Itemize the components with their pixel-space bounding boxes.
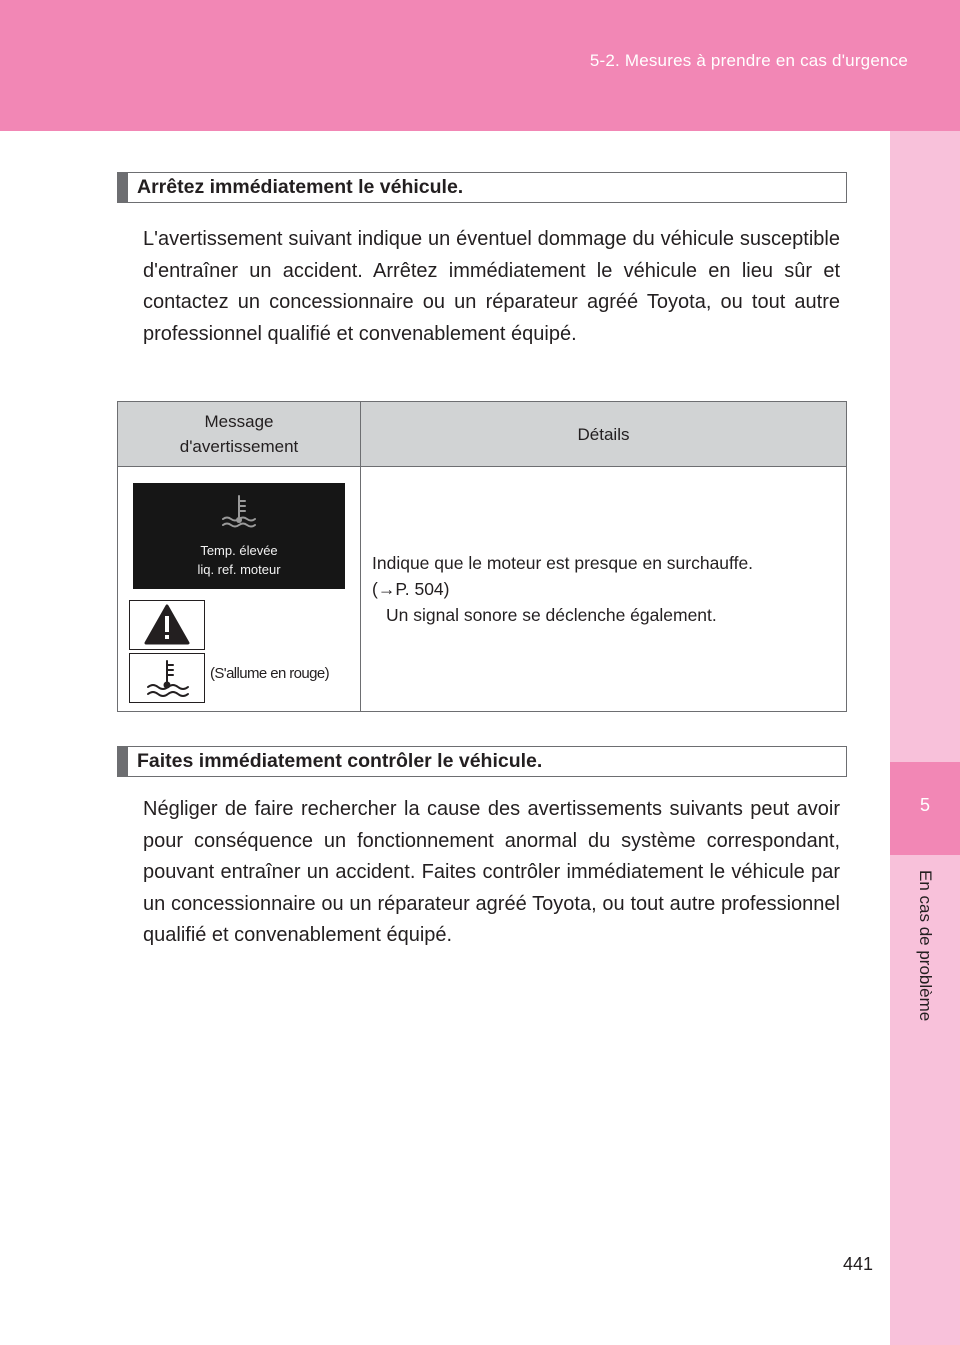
chapter-label-text: En cas de problème xyxy=(916,870,935,1022)
section-heading-stop xyxy=(117,172,847,203)
heading-text: Faites immédiatement contrôler le véhicule. xyxy=(137,750,543,772)
table-row xyxy=(118,467,847,712)
display-screen xyxy=(133,483,345,589)
page-number: 441 xyxy=(843,1254,874,1274)
chapter-number: 5 xyxy=(919,795,930,815)
page-header xyxy=(0,0,960,131)
coolant-temperature-icon xyxy=(220,493,258,531)
warning-table xyxy=(117,401,847,712)
column-header-details: Détails xyxy=(361,402,847,467)
coolant-temperature-icon xyxy=(130,654,204,702)
details-line2: (→P. 504) xyxy=(372,579,450,599)
screen-text-line1: Temp. élevée xyxy=(200,543,278,558)
chapter-sidebar xyxy=(890,131,960,1345)
heading-bar xyxy=(118,747,128,776)
screen-text-line2: liq. ref. moteur xyxy=(197,562,281,577)
message-cell xyxy=(118,467,361,712)
section-title: 5-2. Mesures à prendre en cas d'urgence xyxy=(589,51,908,70)
paragraph-stop: L'avertissement suivant indique un éventuel dommage du véhicule susceptible d'entraîner un accident. Arrêtez immédiatement le véhicule en lieu sûr et contactez un concessionnaire ou un réparateur agréé Toyota, ou tout autre professionnel qualifié et convenablement équipé. xyxy=(143,228,840,345)
details-line1: Indique que le moteur est presque en surchauffe. xyxy=(372,553,754,573)
table-header-row xyxy=(118,402,847,467)
indicator-note: (S'allume en rouge) xyxy=(210,665,330,682)
details-line3: Un signal sonore se déclenche également. xyxy=(386,605,717,625)
heading-text: Arrêtez immédiatement le véhicule. xyxy=(137,176,464,198)
header-message-line1: Message xyxy=(204,412,274,431)
header-message-line2: d'avertissement xyxy=(179,437,299,456)
chapter-label xyxy=(883,870,960,1090)
paragraph-check: Négliger de faire rechercher la cause des avertissements suivants peut avoir pour conséquence un fonctionnement anormal du système correspondant, pouvant entraîner un accident. Faites contrôler immédiatement le véhicule par un concessionnaire ou un réparateur agréé Toyota, ou tout autre professionnel qualifié et convenablement équipé. xyxy=(143,798,840,947)
details-cell xyxy=(361,467,847,712)
column-header-message xyxy=(118,402,361,467)
coolant-indicator-box xyxy=(129,653,205,703)
warning-indicator-box xyxy=(129,600,205,650)
warning-triangle-icon xyxy=(130,601,204,649)
section-heading-check xyxy=(117,746,847,777)
heading-bar xyxy=(118,173,128,202)
